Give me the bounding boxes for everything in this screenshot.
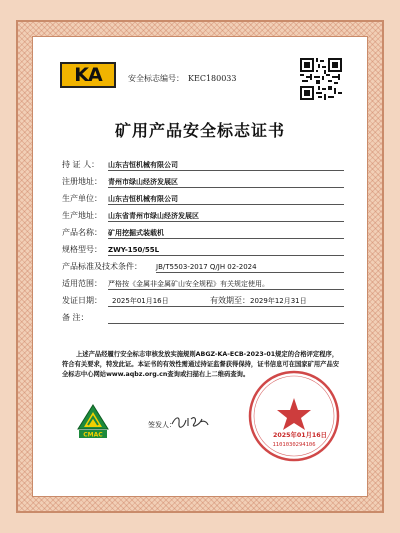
field-value: 严格按《金属非金属矿山安全规程》有关规定使用。 — [108, 280, 269, 288]
ka-logo: KA — [60, 62, 116, 88]
serial-label: 安全标志编号： — [128, 74, 184, 83]
cmac-text: CMAC — [83, 431, 103, 439]
seal-date: 2025年01月16日 — [273, 432, 327, 439]
issue-label: 发证日期： — [62, 296, 102, 305]
field-underline — [108, 306, 344, 307]
field-underline — [108, 323, 344, 324]
field-label: 规格型号： — [62, 245, 102, 254]
field-label: 备 注： — [62, 313, 89, 322]
field-underline — [108, 204, 344, 205]
field-label: 适用范围： — [62, 279, 102, 288]
field-label: 持 证 人： — [62, 160, 100, 169]
field-value: JB/T5503-2017 Q/JH 02-2024 — [156, 263, 257, 271]
field-remarks — [62, 312, 108, 326]
field-underline — [108, 221, 344, 222]
field-label: 产品名称： — [62, 228, 102, 237]
certification-statement: 上述产品经履行安全标志审核发放实施规则ABGZ-KA-ECB-2023-01规定的合格评定程序，符合有关要求，特发此证。本证书的有效性需通过持证监督获得保持，证书信息可在国家矿用产品安全标志中心网站www.aqbz.org.cn查询或扫描右上二维码查询。 — [62, 351, 340, 378]
field-value: 山东省青州市绿山经济发展区 — [108, 212, 199, 220]
signer-label: 签发人： — [148, 421, 176, 429]
field-value: 山东吉恒机械有限公司 — [108, 195, 178, 203]
field-underline — [108, 255, 344, 256]
valid-date: 2029年12月31日 — [250, 297, 307, 305]
field-label: 产品标准及技术条件： — [62, 262, 142, 271]
field-value: ZWY-150/55L — [108, 246, 160, 254]
field-underline — [108, 238, 344, 239]
field-value: 矿用挖掘式装载机 — [108, 229, 164, 237]
field-value: 青州市绿山经济发展区 — [108, 178, 178, 186]
valid-label: 有效期至： — [210, 296, 250, 305]
serial-value: KEC180033 — [188, 74, 237, 83]
field-label: 生产地址： — [62, 211, 102, 220]
issue-date: 2025年01月16日 — [112, 297, 169, 305]
field-value: 山东吉恒机械有限公司 — [108, 161, 178, 169]
official-seal — [246, 368, 342, 464]
field-underline — [108, 289, 344, 290]
field-underline — [108, 187, 344, 188]
field-label: 生产单位： — [62, 194, 102, 203]
serial-number — [128, 73, 236, 84]
cmac-logo-icon — [76, 403, 110, 439]
qr-code-icon[interactable] — [300, 58, 342, 100]
field-underline — [156, 272, 344, 273]
seal-serial: 1101030294106 — [272, 442, 316, 448]
field-label: 注册地址： — [62, 177, 102, 186]
field-underline — [108, 170, 344, 171]
signature-image — [170, 410, 210, 432]
certificate-title: 矿用产品安全标志证书 — [114, 121, 285, 140]
